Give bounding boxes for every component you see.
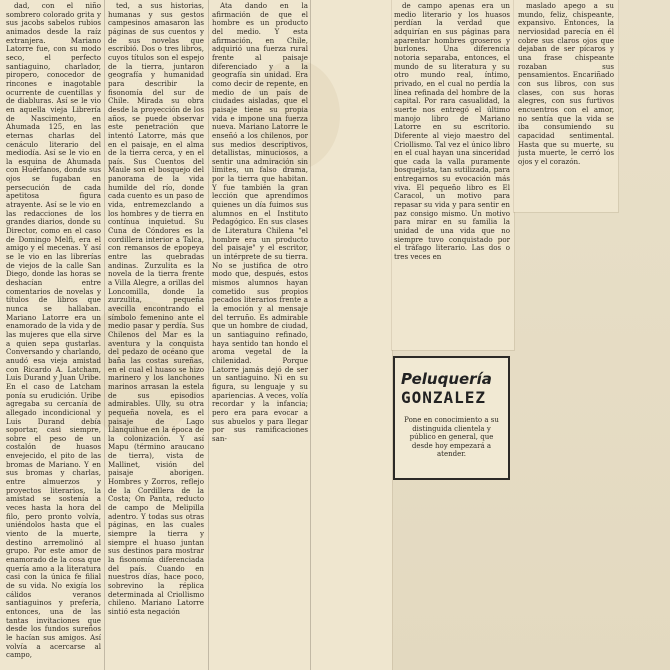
article-column-5 [518, 2, 614, 208]
article-column-2 [108, 2, 204, 668]
column-5-text: maslado apego a su mundo, feliz, chispeante, expansivo. Entonces, la nerviosidad parecía en él cobre sus claros ojos que dejaban de ser pícaros y una frase chispeante rozaban sus pensamientos. Encariñado con sus libros, con sus clases, con sus horas alegres, con sus furtivos encuentros con el amor, no sentía que la vida se iba consumiendo su capacidad sentimental. Hasta que su muerte, su justa muerte, le cerró los ojos y el corazón. [518, 2, 614, 166]
column-2-text: ted, a sus historias, humanas y sus gestos campesinos amasaron las páginas de sus cuentos y de sus novelas que escribió. Dos o tres libros, cuyos títulos son el espejo de la tierra, juntaron geografía y humanidad para describir la fisonomía del sur de Chile. Mirada su obra desde la proyección de los años, se puede observar este penetración que intentó Latorre, más que en el paisaje, en el alma de la tierra cerca, y en el país. Sus Cuentos del Maule son el bosquejo del panorama de la vida humilde del río, donde cada cuento es un paso de vida, entremezclando a los hombres y de tierra en contínua inquietud. Su Cuna de Cóndores es la cordillera interior a Talca, con remansos de epopeya entre las quebradas andinas. Zurzulita es la novela de la tierra frente a Villa Alegre, a orillas del Loncomilla, donde la zurzulita, pequeña avecilla encontrando el símbolo femenino ante el medio pasar y perdía. Sus Chilenos del Mar es la aventura y la conquista del pedazo de océano que baña las costas sureñas, en el cual el huaso se hizo marinero y los lanchones marinos arrasan la estela de sus episodios admirables. Ully, su otra pequeña novela, es el paisaje de Lago Llanquihue en la época de la colonización. Y así Mapu (término araucano de tierra), vista de Mallinet, visión del paisaje aborigen. Hombres y Zorros, reflejo de la Cordillera de la Costa; On Panta, reducto de campo de Melipilla adentro. Y todas sus otras páginas, en las cuales siempre la tierra y siempre el huaso juntan sus destinos para mostrar la fisonomía diferenciada del país. Cuando en nuestros días, hace poco, sobrevino la réplica determinada al Criollismo chileno. Mariano Latorre sintió esta negación [108, 2, 204, 616]
article-column-4 [394, 2, 510, 348]
ad-body-text: Pone en conocimiento a su distinguida clientela y público en general, que desde hoy empezará a atender. [404, 416, 499, 459]
article-column-1 [6, 2, 101, 668]
ad-title-line1: Peluquería [401, 370, 492, 388]
peluqueria-advertisement [393, 356, 510, 480]
article-column-3 [212, 2, 308, 492]
column-1-text: dad, con el niño sombrero colorado grita y sus jacobs sabelos rubios animados desde la raíz extranjera. Mariano Latorre fue, con su modo seco, el perfecto santiaguino, charlador, piropero, conocedor de rincones e inagotable ocurrente de cuentillas y de diabluras. Así se le vio en aquella vieja Librería de Nascimento, en Ahumada 125, en las eternas charlas del cenáculo literario del mediodía. Así se le vio en la esquina de Ahumada con Huérfanos, donde sus ojos se fugaban en persecución de cada apetitosa figura atrayente. Así se le vio en las redacciones de los grandes diarios, donde su Director, como en el caso de Domingo Melfi, era el amigo y el mecenas. Y así se le vio en las librerías de viejos de la calle San Diego, donde las horas se deshacían entre comentarios de novelas y títulos de libros que nunca se hallaban. Mariano Latorre era un enamorado de la vida y de las mujeres que ella sirve a quien sepa gustarlas. Conversando y charlando, anudó esa vieja amistad con Ricardo A. Latcham, Luis Durand y Juan Uribe. En el caso de Latcham ponía su erudición. Uribe agregaba su cercanía de allegado incondicional y Luis Durand debía soportar, casi siempre, sobre el peso de un costalón de huasos envejecido, el pito de las bromas de Mariano. Y en sus bromas y charlas, entre almuerzos y proyectos literarios, la amistad se sostenía a veces hasta la hora del filo, pero pronto volvía, uniéndolos hasta que el viento de la muerte, destino arremolinó al grupo. Por este amor de enamorado de la cosa que quería amo a la literatura casi con la única fe filial de su vida. No exigía los cálidos veranos santiaguinos y prefería, entonces, una de las tantas invitaciones que desde los fundos sureños le hacían sus amigos. Así volvía a acercarse al campo, [6, 2, 101, 660]
ad-title-line2: GONZALEZ [401, 388, 487, 407]
column-3-text: Ata dando en la afirmación de que el hombre es un producto del medio. Y esta afirmación, en Chile, adquirió una fuerza rural frente al paisaje diferenciado y a la geografía sin unidad. Era como decir de repente, en medio de un país de ciudades aisladas, que el paisaje tiene su propia vida e impone una fuerza nueva. Mariano Latorre le enseñó a los chilenos, por sus medios descriptivos, detallistas, minuciosos, a sentir una admiración sin límites, un falso drama, por la tierra que habitan. Y fue también la gran lección que aprendimos quienes un día fuimos sus alumnos en el Instituto Pedagógico. En sus clases de Literatura Chilena "el hombre era un producto del paisaje" y el escritor, un intérprete de su tierra. No se justifica de otro modo que, después, estos mismos alumnos hayan cometido sus propios pecados literarios frente a la emoción y al mensaje del terruño. Es admirable que un hombre de ciudad, un santiaguino refinado, haya sentido tan hondo el aroma vegetal de la chilenidad. Porque Latorre jamás dejó de ser un santiaguino. Ni en su figura, su lenguaje y su apariencias. A veces, volía recordar y la infancia; pero era para evocar a sus abuelos y para llegar por sus ramificaciones san- [212, 2, 308, 443]
column-4-text: de campo apenas era un medio literario y los huasos perdían la verdad que adquirían en sus páginas para aparentar hombres groseros y burlones. Una diferencia notoria separaba, entonces, el mundo de su literatura y su otro mundo real, íntimo, privado, en el cual no perdía la línea refinada del hombre de la capital. Por rara casualidad, la suerte nos entregó el último manojo libro de Mariano Latorre en su escritorio. Diferente al viejo maestro del Criollismo. Tal vez el único libro en el cual hayan una sinceridad que cada la valla puramente bosquejista, tan sutilizada, para entregarnos su evocación más viva. El pequeño libro es El Caracol, un motivo para repasar su vida y para sentir en paz consigo mismo. Un motivo para mirar en su familia la unidad de una vida que no siempre tuvo conquistado por el tráfago literario. Las dos o tres veces en [394, 2, 510, 262]
